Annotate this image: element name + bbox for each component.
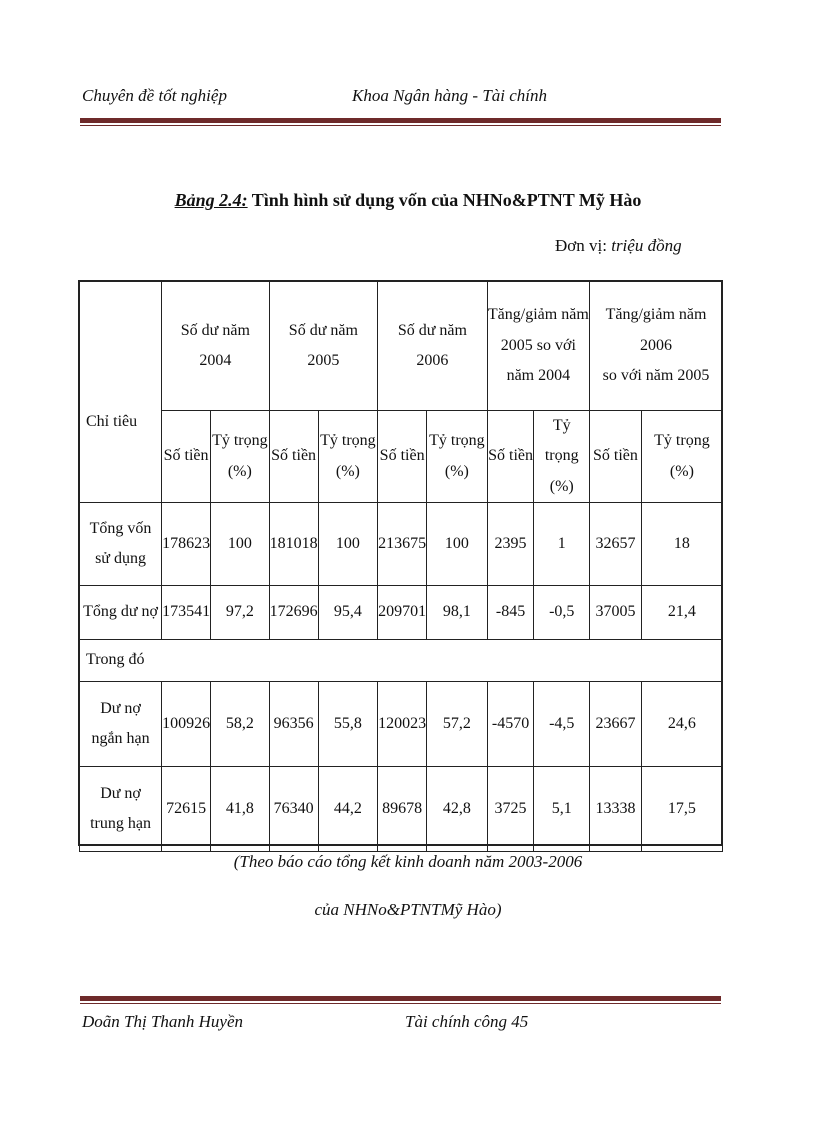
sub-share-line1: Tỷ trọng <box>212 432 268 450</box>
table-cell: 96356 <box>269 682 318 767</box>
table-caption: Tình hình sử dụng vốn của NHNo&PTNT Mỹ Hào <box>247 190 642 210</box>
group-2006-line1: Số dư năm <box>397 321 467 339</box>
sub-amount: Số tiền <box>590 411 642 503</box>
group-change-2005-line1: Tăng/giảm năm <box>487 306 589 324</box>
sub-share-line1: Tỷ trọng <box>429 432 485 450</box>
table-cell: 178623 <box>162 503 211 586</box>
corner-cell: Chỉ tiêu <box>80 282 162 503</box>
row-label <box>80 682 162 767</box>
group-change-2005 <box>487 282 589 411</box>
table-cell: 98,1 <box>427 586 488 640</box>
table-cell: 42,8 <box>427 767 488 852</box>
group-2005-line2: 2005 <box>307 352 340 369</box>
table-cell: 37005 <box>590 586 642 640</box>
table-row <box>80 503 723 586</box>
group-change-2005-line2: 2005 so với <box>500 336 576 354</box>
table-cell: 2395 <box>487 503 534 586</box>
unit-value: triệu đồng <box>611 236 682 255</box>
sub-share-line1: Tỷ trọng <box>544 417 579 465</box>
row-label-line2: trung hạn <box>90 815 151 833</box>
table-cell: 95,4 <box>318 586 378 640</box>
table-cell: 100926 <box>162 682 211 767</box>
table-cell: -845 <box>487 586 534 640</box>
header-rule <box>80 118 721 126</box>
table-cell: 57,2 <box>427 682 488 767</box>
footer-center: Tài chính công 45 <box>405 1012 529 1031</box>
table-cell: 41,8 <box>211 767 270 852</box>
group-change-2006-line1: Tăng/giảm năm 2006 <box>605 306 707 354</box>
footer-left: Doãn Thị Thanh Huyền <box>82 1012 244 1031</box>
table-row <box>80 767 723 852</box>
section-label: Trong đó <box>80 640 723 682</box>
table-cell: -4,5 <box>534 682 590 767</box>
group-2005 <box>269 282 378 411</box>
sub-share-line2: (%) <box>444 462 469 480</box>
table-cell: 100 <box>427 503 488 586</box>
group-2004-line2: 2004 <box>199 352 232 369</box>
sub-amount: Số tiền <box>162 411 211 503</box>
table-cell: 76340 <box>269 767 318 852</box>
table-cell: 17,5 <box>641 767 722 852</box>
table-cell: 209701 <box>378 586 427 640</box>
row-label-line1: Dư nợ <box>100 699 141 717</box>
sub-share <box>534 411 590 503</box>
group-2006-line2: 2006 <box>416 352 449 369</box>
table-cell: 44,2 <box>318 767 378 852</box>
row-label-line1: Dư nợ <box>100 784 141 802</box>
group-change-2006 <box>590 282 723 411</box>
table-cell: 172696 <box>269 586 318 640</box>
group-2005-line1: Số dư năm <box>288 321 358 339</box>
table-cell: 3725 <box>487 767 534 852</box>
unit-prefix: Đơn vị: <box>555 236 612 255</box>
source-line-2: của NHNo&PTNTMỹ Hào) <box>314 900 502 919</box>
sub-share <box>427 411 488 503</box>
sub-amount: Số tiền <box>269 411 318 503</box>
sub-share-line2: (%) <box>669 462 694 480</box>
table-cell: 13338 <box>590 767 642 852</box>
table-number: Bảng 2.4: <box>174 190 248 210</box>
table-cell: 72615 <box>162 767 211 852</box>
group-change-2005-line3: năm 2004 <box>506 367 571 385</box>
table-cell: 100 <box>318 503 378 586</box>
group-2004 <box>162 282 270 411</box>
row-label-line2: ngắn hạn <box>91 730 150 748</box>
table-cell: 24,6 <box>641 682 722 767</box>
table-cell: 58,2 <box>211 682 270 767</box>
table-cell: 100 <box>211 503 270 586</box>
group-change-2006-line2: so với năm 2005 <box>602 367 710 385</box>
table-row <box>80 682 723 767</box>
table-cell: -4570 <box>487 682 534 767</box>
table-cell: 173541 <box>162 586 211 640</box>
table-cell: -0,5 <box>534 586 590 640</box>
sub-share-line2: (%) <box>335 462 360 480</box>
sub-amount: Số tiền <box>487 411 534 503</box>
sub-share <box>318 411 378 503</box>
row-label: Tổng dư nợ <box>80 586 162 640</box>
row-label <box>80 767 162 852</box>
table-cell: 32657 <box>590 503 642 586</box>
group-2004-line1: Số dư năm <box>180 321 250 339</box>
header-left: Chuyên đề tốt nghiệp <box>82 86 227 105</box>
row-label-line1: Tổng vốn <box>89 519 152 537</box>
header-center: Khoa Ngân hàng - Tài chính <box>352 86 548 105</box>
subheader-row <box>80 411 723 503</box>
table-cell: 97,2 <box>211 586 270 640</box>
group-2006 <box>378 282 488 411</box>
table-cell: 21,4 <box>641 586 722 640</box>
sub-share <box>641 411 722 503</box>
table-row <box>80 586 723 640</box>
footer-rule <box>80 996 721 1004</box>
source-line-1: (Theo báo cáo tổng kết kinh doanh năm 2003-2006 <box>233 852 583 871</box>
table-cell: 18 <box>641 503 722 586</box>
table-cell: 120023 <box>378 682 427 767</box>
sub-share-line1: Tỷ trọng <box>320 432 376 450</box>
sub-share-line2: (%) <box>549 477 574 495</box>
header-row <box>80 282 723 411</box>
row-label-line2: sử dụng <box>95 550 146 568</box>
table-cell: 213675 <box>378 503 427 586</box>
row-label <box>80 503 162 586</box>
table-cell: 5,1 <box>534 767 590 852</box>
table-cell: 89678 <box>378 767 427 852</box>
unit-line <box>555 236 682 256</box>
table-cell: 55,8 <box>318 682 378 767</box>
sub-share-line2: (%) <box>227 462 252 480</box>
sub-share <box>211 411 270 503</box>
table-cell: 23667 <box>590 682 642 767</box>
table-cell: 1 <box>534 503 590 586</box>
usage-table <box>79 281 723 852</box>
sub-share-line1: Tỷ trọng <box>654 432 710 450</box>
table-title <box>0 190 816 211</box>
section-row <box>80 640 723 682</box>
table-cell: 181018 <box>269 503 318 586</box>
sub-amount: Số tiền <box>378 411 427 503</box>
